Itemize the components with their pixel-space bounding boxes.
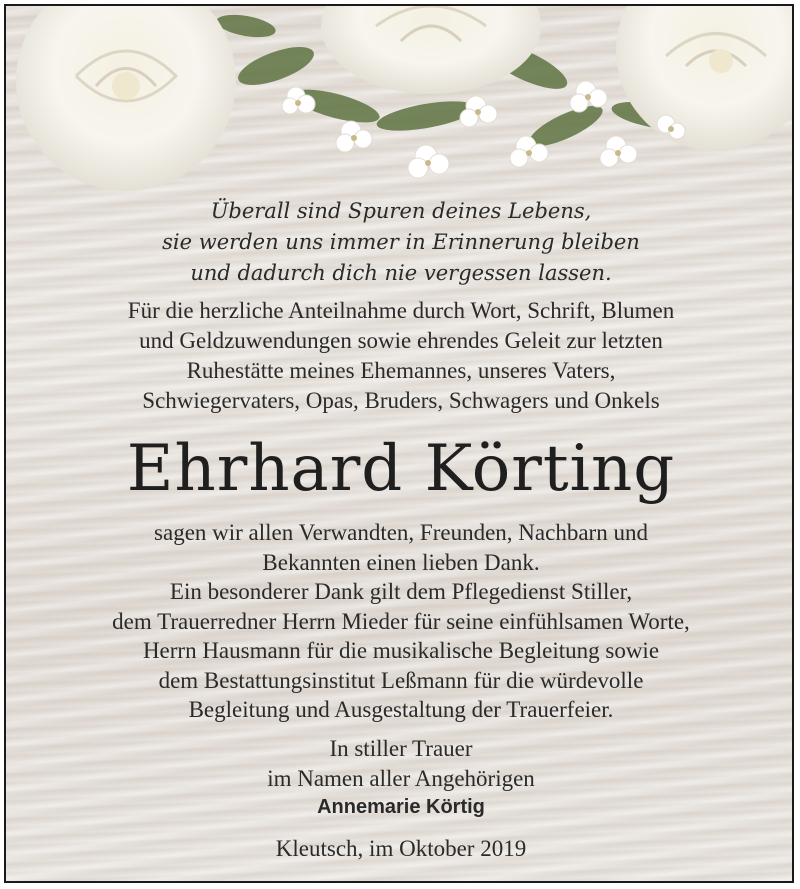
intro-line: Für die herzliche Anteilnahme durch Wort, Schrift, Blumen bbox=[127, 298, 675, 323]
rose-center bbox=[321, 6, 541, 94]
verse-line: und dadurch dich nie vergessen lassen. bbox=[190, 261, 612, 285]
obituary-card bbox=[4, 4, 794, 883]
verse-line: Überall sind Spuren deines Lebens, bbox=[210, 199, 592, 223]
body-line: Begleitung und Ausgestaltung der Trauerfeier. bbox=[188, 697, 614, 722]
deceased-name: Ehrhard Körting bbox=[126, 432, 676, 506]
verse-line: sie werden uns immer in Erinnerung bleiben bbox=[162, 230, 640, 254]
place-date: Kleutsch, im Oktober 2019 bbox=[275, 836, 527, 861]
body-line: Bekannten einen lieben Dank. bbox=[262, 549, 540, 575]
signer-name: Annemarie Körtig bbox=[317, 796, 485, 818]
body-line: Herrn Hausmann für die musikalische Begleitung sowie bbox=[142, 638, 660, 663]
rose-right bbox=[616, 6, 794, 151]
verse bbox=[6, 196, 794, 289]
body-line: dem Trauerredner Herrn Mieder für seine einfühlsamen Worte, bbox=[112, 608, 690, 634]
body-line: sagen wir allen Verwandten, Freunden, Nachbarn und bbox=[154, 520, 648, 545]
intro-line: Schwiegervaters, Opas, Bruders, Schwagers und Onkels bbox=[142, 388, 660, 413]
intro-line: Ruhestätte meines Ehemannes, unseres Vaters, bbox=[186, 358, 616, 383]
mourning-line: In stiller Trauer bbox=[329, 736, 473, 761]
rose-left bbox=[16, 6, 236, 191]
body-line: Ein besonderer Dank gilt dem Pflegedienst Stiller, bbox=[169, 579, 633, 604]
relatives-line: im Namen aller Angehörigen bbox=[267, 765, 535, 791]
body-line: dem Bestattungsinstitut Leßmann für die würdevolle bbox=[158, 667, 644, 693]
roses-decoration bbox=[6, 6, 794, 206]
thanks-body bbox=[6, 518, 794, 725]
intro-line: und Geldzuwendungen sowie ehrendes Geleit zur letzten bbox=[139, 328, 663, 353]
thanks-intro bbox=[6, 296, 794, 416]
signature-block bbox=[6, 734, 794, 823]
